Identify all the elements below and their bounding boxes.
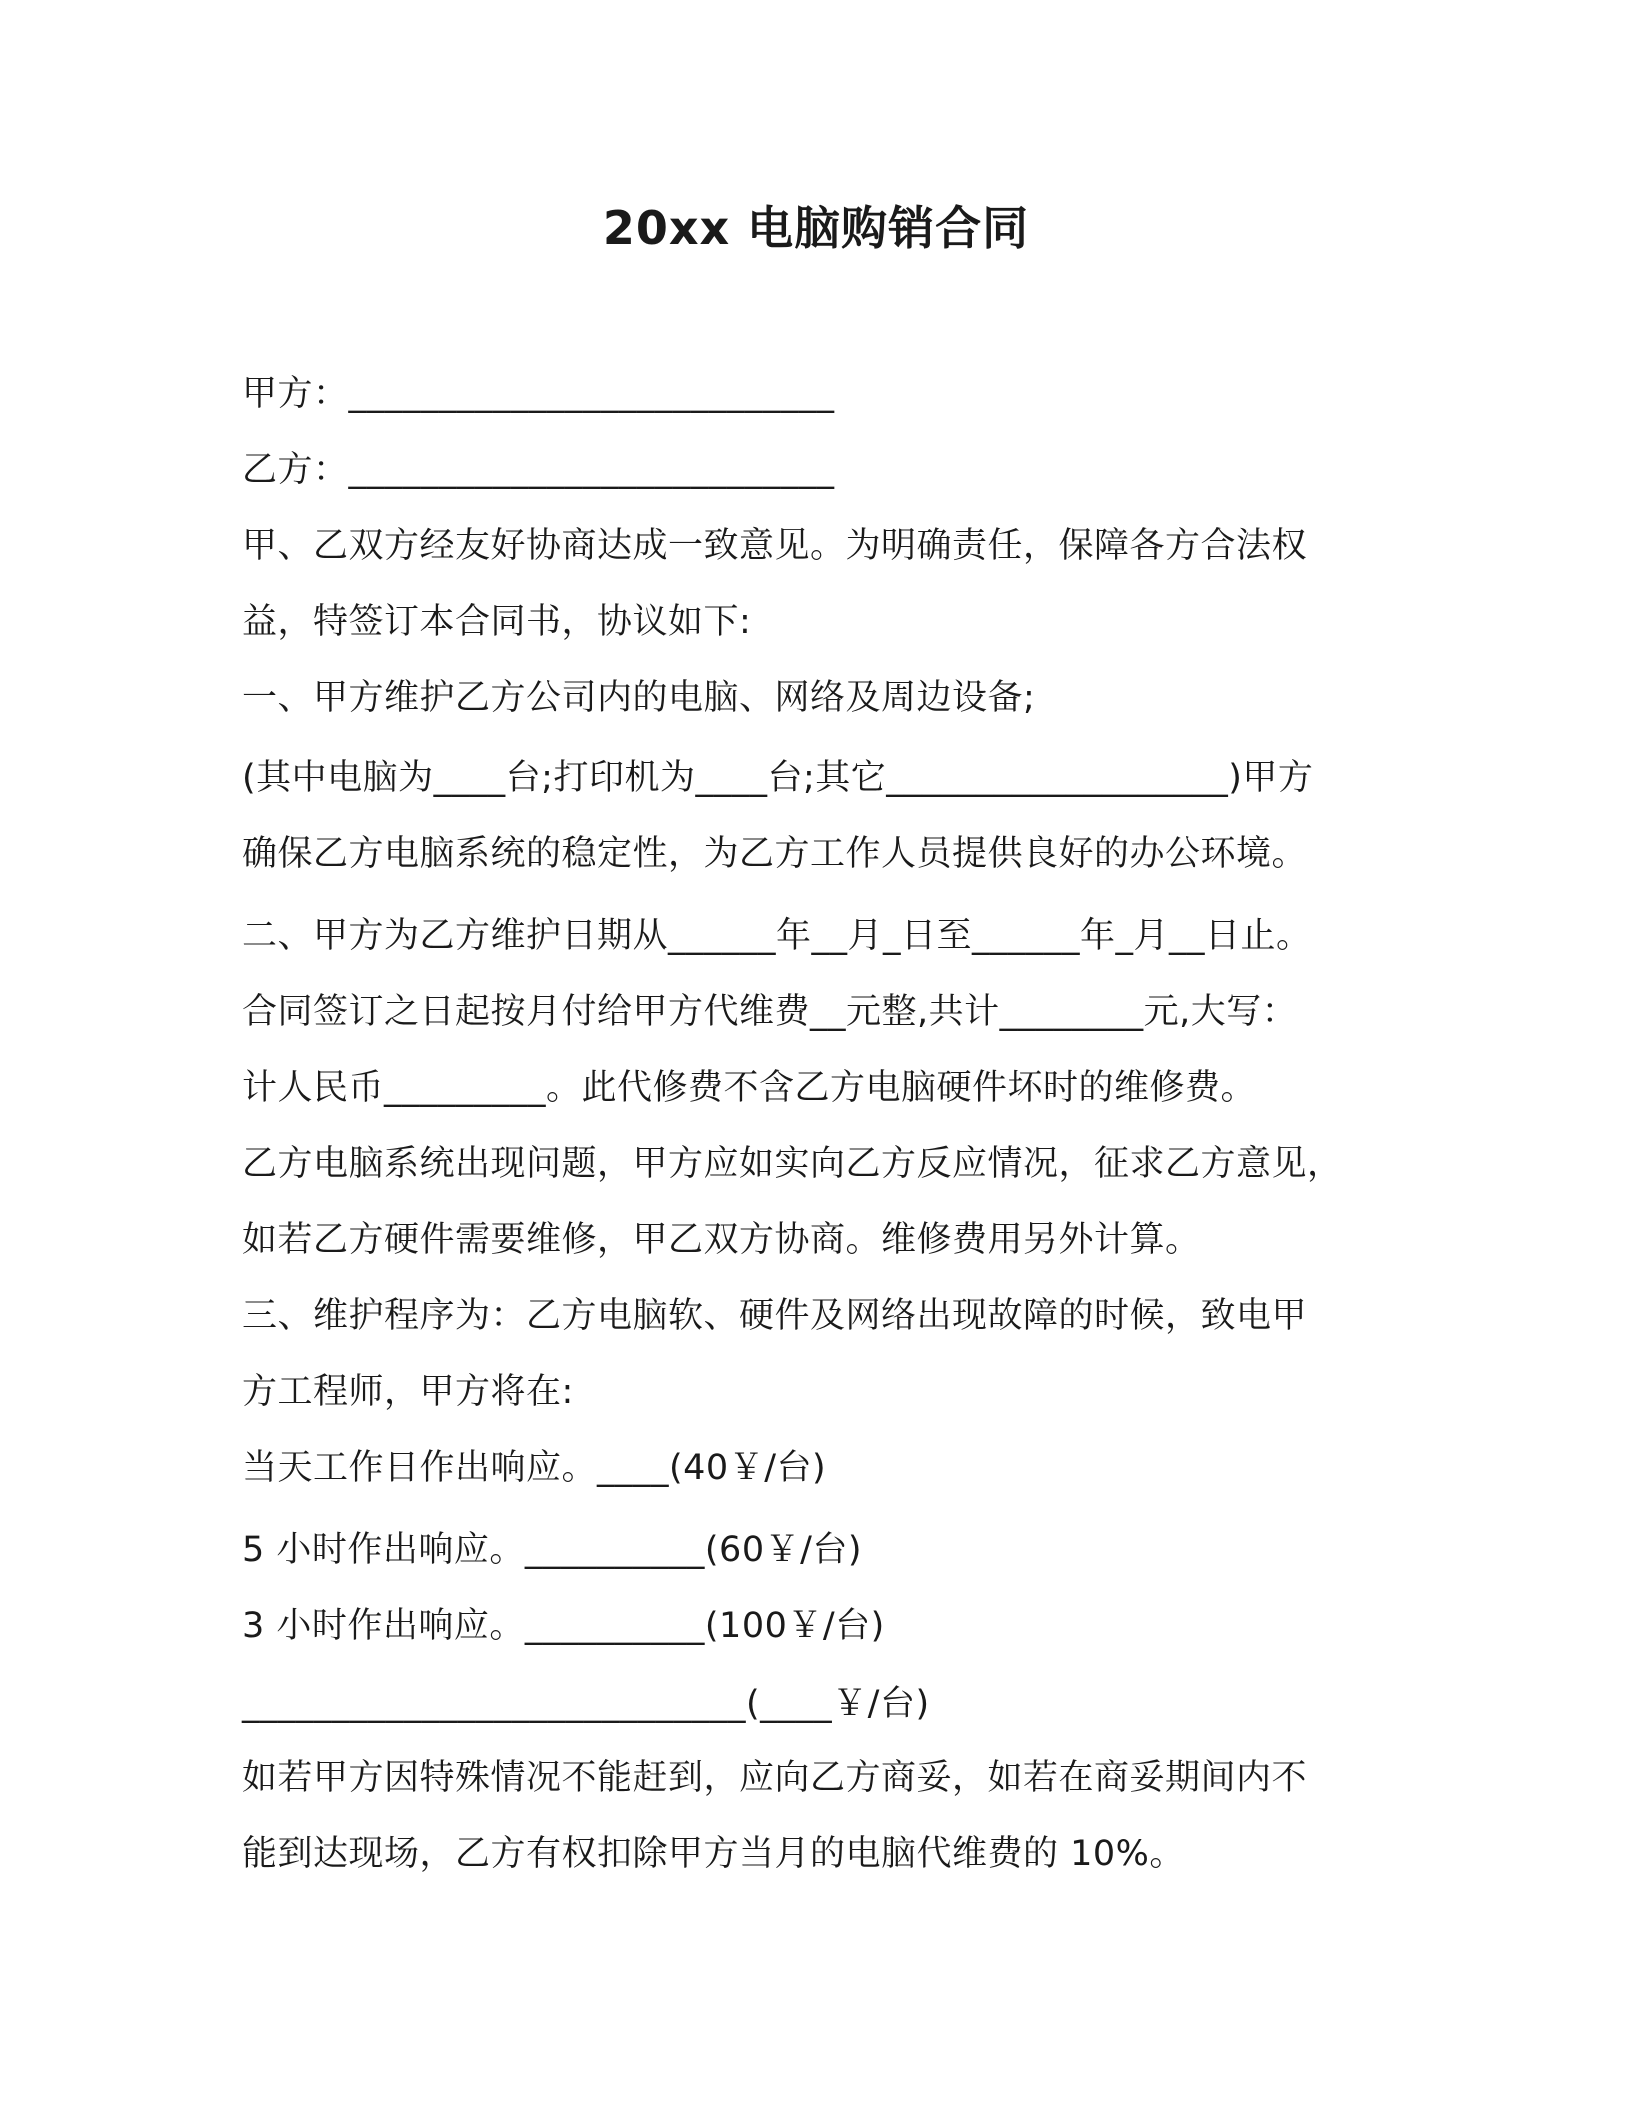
paragraph-line: 乙方电脑系统出现问题，甲方应如实向乙方反应情况，征求乙方意见， [242,1144,1343,1184]
paragraph-line: 如若甲方因特殊情况不能赶到，应向乙方商妥，如若在商妥期间内不 [242,1758,1308,1798]
response-option-line: 5 小时作出响应。__________(60￥/台) [242,1530,863,1570]
paragraph-line: (其中电脑为____台;打印机为____台;其它___________________)甲方 [242,758,1314,798]
paragraph-line: 益，特签订本合同书，协议如下: [242,602,752,642]
paragraph-line: 计人民币_________。此代修费不含乙方电脑硬件坏时的维修费。 [242,1068,1257,1108]
paragraph-line: 能到达现场，乙方有权扣除甲方当月的电脑代维费的 10%。 [242,1834,1185,1874]
clause-1-line: 一、甲方维护乙方公司内的电脑、网络及周边设备; [242,678,1036,718]
clause-2-line: 二、甲方为乙方维护日期从______年__月_日至______年_月__日止。 [242,916,1312,956]
paragraph-line: 方工程师，甲方将在: [242,1372,574,1412]
paragraph-line: 合同签订之日起按月付给甲方代维费__元整,共计________元,大写： [242,992,1298,1032]
paragraph-line: 如若乙方硬件需要维修，甲乙双方协商。维修费用另外计算。 [242,1220,1201,1260]
paragraph-line: 甲、乙双方经友好协商达成一致意见。为明确责任，保障各方合法权 [242,526,1308,566]
paragraph-line: 确保乙方电脑系统的稳定性，为乙方工作人员提供良好的办公环境。 [242,834,1308,874]
party-b-line: 乙方：___________________________ [242,450,835,490]
response-option-line: 当天工作日作出响应。____(40￥/台) [242,1448,827,1488]
response-option-line: 3 小时作出响应。__________(100￥/台) [242,1606,885,1646]
document-title: 20xx 电脑购销合同 [602,201,1030,255]
response-option-line: ____________________________(____￥/台) [242,1684,930,1724]
clause-3-line: 三、维护程序为：乙方电脑软、硬件及网络出现故障的时候，致电甲 [242,1296,1308,1336]
party-a-line: 甲方：___________________________ [242,374,835,414]
